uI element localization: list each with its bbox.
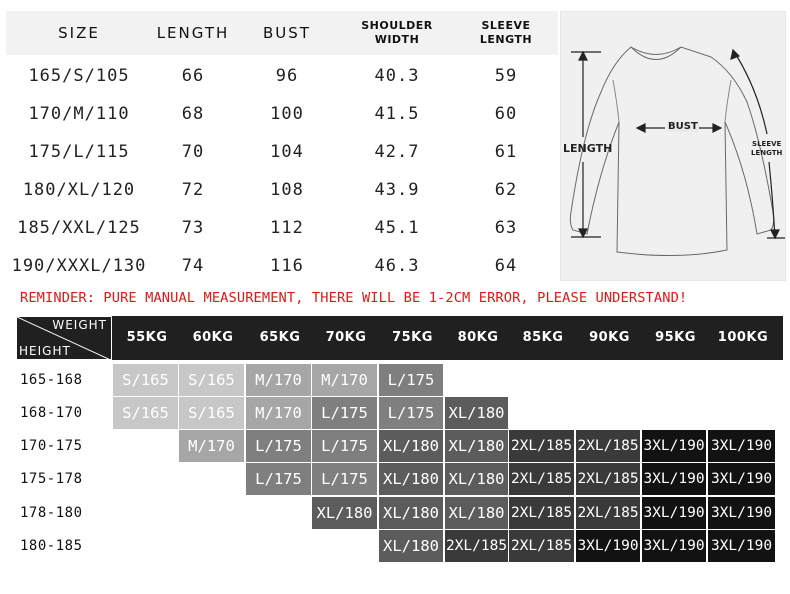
size-row <box>6 133 558 171</box>
measurement-cell: 45.1 <box>374 218 420 238</box>
weight-column-header: 65KG <box>259 330 301 345</box>
size-cell: 165/S/105 <box>28 66 130 86</box>
recommended-size-cell: S/165 <box>113 364 178 396</box>
header-sleeve-line2: LENGTH <box>479 33 533 46</box>
recommended-size-cell: XL/180 <box>379 430 443 462</box>
size-cell: 190/XXXL/130 <box>11 256 147 276</box>
recommended-size-cell: 3XL/190 <box>642 463 706 495</box>
recommended-size-cell: 3XL/190 <box>708 530 775 562</box>
recommended-size-cell: 3XL/190 <box>642 430 706 462</box>
weight-table-header <box>16 316 783 360</box>
size-cell: 175/L/115 <box>28 142 130 162</box>
weight-column-header: 85KG <box>522 330 564 345</box>
measurement-cell: 74 <box>181 256 205 276</box>
size-table-body <box>6 57 558 285</box>
height-range-label: 175-178 <box>20 471 83 487</box>
weight-column-header: 95KG <box>655 330 696 345</box>
recommended-size-cell: 2XL/185 <box>576 430 640 462</box>
size-table <box>6 11 558 285</box>
measurement-cell: 63 <box>494 218 518 238</box>
measurement-cell: 40.3 <box>374 66 420 86</box>
size-row <box>6 209 558 247</box>
measurement-cell: 72 <box>181 180 205 200</box>
header-shoulder-width <box>340 19 454 47</box>
height-range-label: 165-168 <box>20 372 83 388</box>
recommended-size-cell: 3XL/190 <box>708 497 775 529</box>
recommended-size-cell: XL/180 <box>379 530 443 562</box>
weight-table-row <box>16 430 783 463</box>
header-shoulder-line1: SHOULDER <box>361 19 433 32</box>
measurement-cell: 108 <box>270 180 304 200</box>
recommended-size-cell: 2XL/185 <box>445 530 508 562</box>
size-row <box>6 171 558 209</box>
weight-table-row <box>16 364 783 397</box>
weight-table-row <box>16 497 783 530</box>
size-table-header <box>6 11 558 55</box>
weight-column-header: 100KG <box>717 330 769 345</box>
height-range-label: 178-180 <box>20 505 83 521</box>
sleeve-length-label <box>751 140 782 158</box>
measurement-cell: 96 <box>275 66 299 86</box>
recommended-size-cell: XL/180 <box>445 397 508 429</box>
measurement-cell: 43.9 <box>374 180 420 200</box>
recommended-size-cell: 2XL/185 <box>509 430 574 462</box>
measurement-cell: 46.3 <box>374 256 420 276</box>
weight-column-header: 55KG <box>126 330 168 345</box>
recommended-size-cell: M/170 <box>312 364 377 396</box>
measurement-cell: 41.5 <box>374 104 420 124</box>
recommended-size-cell: 3XL/190 <box>708 463 775 495</box>
recommended-size-cell: XL/180 <box>379 497 443 529</box>
recommended-size-cell: XL/180 <box>445 463 508 495</box>
sleeve-label-line2: LENGTH <box>751 149 783 157</box>
recommended-size-cell: XL/180 <box>445 497 508 529</box>
recommended-size-cell: M/170 <box>246 364 311 396</box>
length-label: LENGTH <box>563 142 613 155</box>
weight-column-header: 90KG <box>589 330 630 345</box>
measurement-cell: 66 <box>181 66 205 86</box>
recommended-size-cell: S/165 <box>179 397 244 429</box>
header-length: LENGTH <box>156 24 230 42</box>
recommended-size-cell: 2XL/185 <box>576 463 640 495</box>
measurement-reminder: REMINDER: PURE MANUAL MEASUREMENT, THERE WILL BE 1-2CM ERROR, PLEASE UNDERSTAND! <box>20 290 688 306</box>
weight-table-row <box>16 397 783 430</box>
measurement-cell: 116 <box>270 256 304 276</box>
recommended-size-cell: S/165 <box>179 364 244 396</box>
size-cell: 180/XL/120 <box>22 180 136 200</box>
measurement-cell: 59 <box>494 66 518 86</box>
recommended-size-cell: 3XL/190 <box>576 530 640 562</box>
recommended-size-cell: M/170 <box>179 430 244 462</box>
recommended-size-cell: L/175 <box>312 397 377 429</box>
header-bust: BUST <box>263 24 311 42</box>
header-shoulder-line2: WIDTH <box>374 33 420 46</box>
recommended-size-cell: 2XL/185 <box>576 497 640 529</box>
recommended-size-cell: 2XL/185 <box>509 497 574 529</box>
header-size: SIZE <box>58 24 100 42</box>
measurement-cell: 112 <box>270 218 304 238</box>
weight-table-row <box>16 463 783 496</box>
recommended-size-cell: 3XL/190 <box>708 430 775 462</box>
corner-weight-label: WEIGHT <box>52 318 107 332</box>
measurement-cell: 104 <box>270 142 304 162</box>
measurement-cell: 100 <box>270 104 304 124</box>
height-range-label: 180-185 <box>20 538 83 554</box>
recommended-size-cell: M/170 <box>246 397 311 429</box>
measurement-cell: 64 <box>494 256 518 276</box>
bust-label: BUST <box>668 121 698 132</box>
weight-height-corner <box>16 316 112 360</box>
header-sleeve-length <box>454 19 558 47</box>
recommended-size-cell: L/175 <box>312 463 377 495</box>
size-row <box>6 247 558 285</box>
recommended-size-cell: 2XL/185 <box>509 463 574 495</box>
weight-column-header: 75KG <box>392 330 433 345</box>
measurement-cell: 68 <box>181 104 205 124</box>
size-row <box>6 95 558 133</box>
recommended-size-cell: S/165 <box>113 397 178 429</box>
measurement-cell: 60 <box>494 104 518 124</box>
measurement-cell: 70 <box>181 142 205 162</box>
weight-column-header: 80KG <box>457 330 499 345</box>
recommended-size-cell: 3XL/190 <box>642 497 706 529</box>
recommended-size-cell: 3XL/190 <box>642 530 706 562</box>
height-range-label: 168-170 <box>20 405 83 421</box>
weight-table-row <box>16 530 783 563</box>
measurement-cell: 62 <box>494 180 518 200</box>
recommended-size-cell: XL/180 <box>312 497 377 529</box>
recommended-size-cell: 2XL/185 <box>509 530 574 562</box>
recommended-size-cell: L/175 <box>379 364 443 396</box>
recommended-size-cell: L/175 <box>246 463 311 495</box>
header-sleeve-line1: SLEEVE <box>481 19 531 32</box>
measurement-cell: 42.7 <box>374 142 420 162</box>
recommended-size-cell: XL/180 <box>445 430 508 462</box>
size-cell: 170/M/110 <box>28 104 130 124</box>
weight-column-header: 60KG <box>192 330 234 345</box>
measurement-cell: 61 <box>494 142 518 162</box>
size-row <box>6 57 558 95</box>
measurement-cell: 73 <box>181 218 205 238</box>
height-range-label: 170-175 <box>20 438 83 454</box>
recommended-size-cell: L/175 <box>312 430 377 462</box>
size-cell: 185/XXL/125 <box>17 218 141 238</box>
recommended-size-cell: L/175 <box>379 397 443 429</box>
sleeve-label-line1: SLEEVE <box>752 140 782 148</box>
weight-column-header: 70KG <box>325 330 367 345</box>
recommended-size-cell: XL/180 <box>379 463 443 495</box>
corner-height-label: HEIGHT <box>19 344 71 358</box>
measurement-diagram <box>560 11 786 281</box>
recommended-size-cell: L/175 <box>246 430 311 462</box>
